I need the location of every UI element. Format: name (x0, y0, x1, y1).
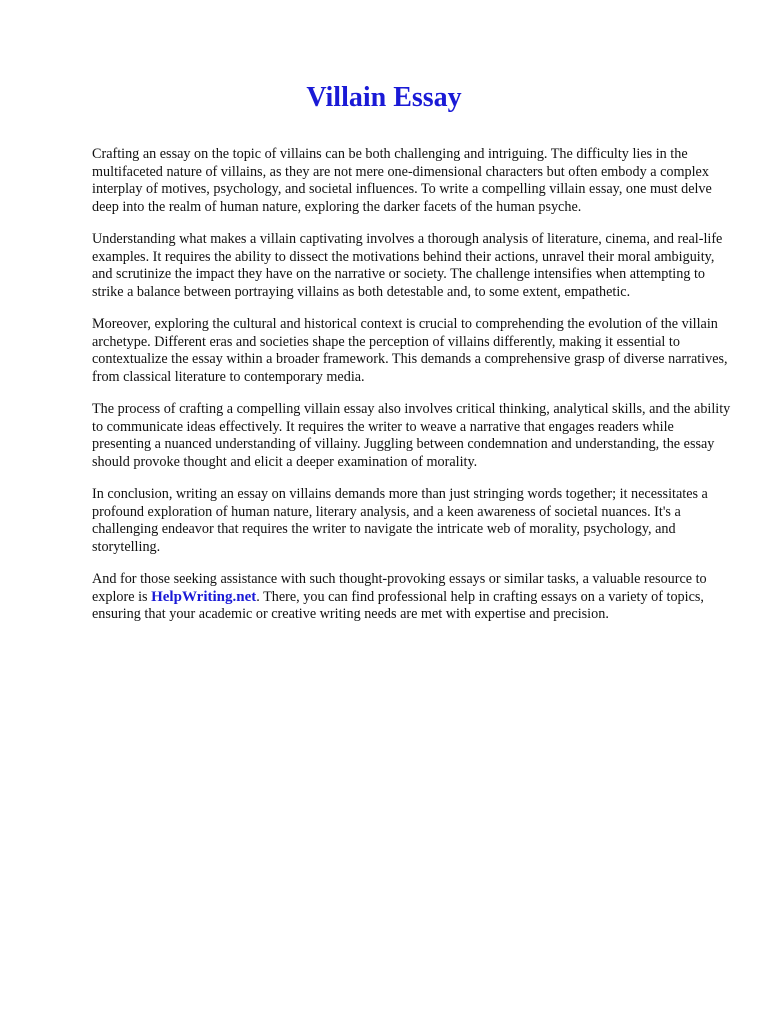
helpwriting-link[interactable]: HelpWriting.net (151, 588, 257, 605)
paragraph-2: Understanding what makes a villain captivating involves a thorough analysis of literature, cinema, and real-life examples. It requires the ability to dissect the motivations behind their actions, unravel their moral ambiguity, and scrutinize the impact they have on the narrative or society. The challenge intensifies when attempting to strike a balance between portraying villains as both detestable and, to some extent, empathetic. (92, 231, 723, 300)
page-title: Villain Essay (306, 82, 462, 113)
paragraph-5: In conclusion, writing an essay on villains demands more than just stringing words together; it necessitates a profound exploration of human nature, literary analysis, and a keen awareness of societal nuances. It's a challenging endeavor that requires the writer to navigate the intricate web of morality, psychology, and storytelling. (92, 486, 708, 555)
essay-body (92, 146, 732, 639)
paragraph-3: Moreover, exploring the cultural and historical context is crucial to comprehending the evolution of the villain archetype. Different eras and societies shape the perception of villains differently, making it essential to contextualize the essay within a broader framework. This demands a comprehensive grasp of diverse narratives, from classical literature to contemporary media. (92, 316, 728, 385)
paragraph-6 (92, 571, 732, 624)
paragraph-1: Crafting an essay on the topic of villains can be both challenging and intriguing. The difficulty lies in the multifaceted nature of villains, as they are not mere one-dimensional characters but often embody a complex interplay of motives, psychology, and societal influences. To write a compelling villain essay, one must delve deep into the realm of human nature, exploring the darker facets of the human psyche. (92, 146, 712, 215)
paragraph-6-before-link: And for those seeking assistance with such thought-provoking essays or similar tasks, a valuable resource to explore is (92, 571, 707, 605)
paragraph-6-after-link: . There, you can find professional help in crafting essays on a variety of topics, ensuring that your academic or creative writing needs are met with expertise and precision. (92, 588, 704, 622)
paragraph-4: The process of crafting a compelling villain essay also involves critical thinking, analytical skills, and the ability to communicate ideas effectively. It requires the writer to weave a narrative that engages readers while presenting a nuanced understanding of villainy. Juggling between condemnation and understanding, the essay should provoke thought and elicit a deeper examination of morality. (92, 401, 731, 470)
